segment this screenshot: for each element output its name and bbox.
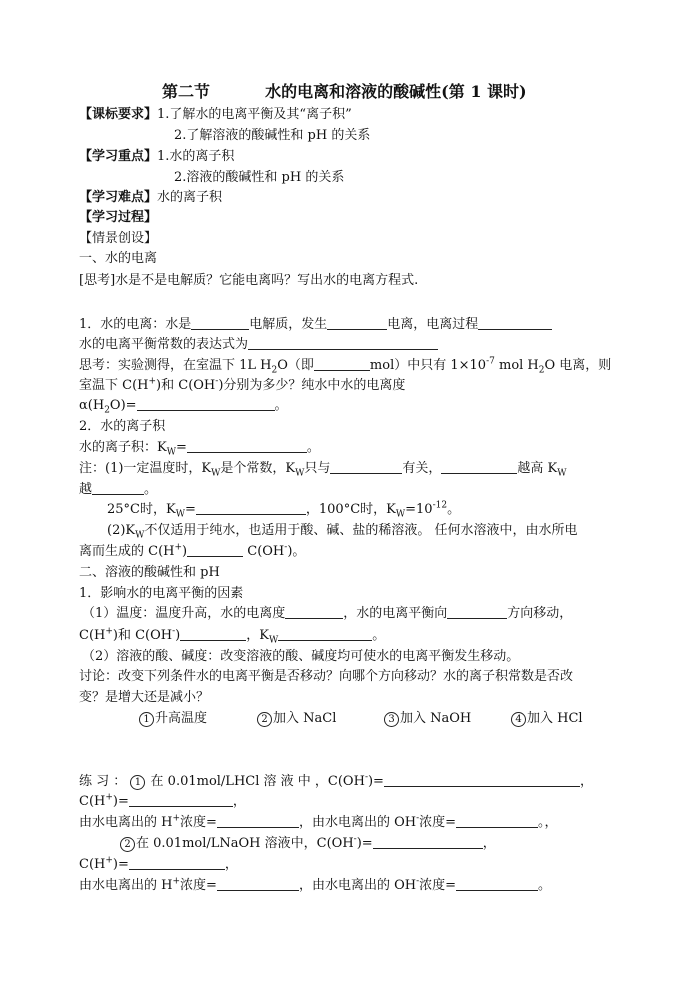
note-2-line: $(2)K_W$不仅适用于纯水，也适用于酸、碱、盐的稀溶液。 任何水溶液中，由水所电: [107, 523, 578, 541]
exercise-line-6: 由水电离出的 H+浓度= ，由水电离出的 OH-浓度= 。: [79, 876, 552, 893]
option-3: 3 加入 NaOH: [384, 710, 471, 728]
circled-number: 2: [257, 712, 272, 727]
page-title: [162, 83, 527, 101]
title-section: 第二节: [162, 82, 211, 101]
scenario-label: 【情景创设】: [79, 231, 158, 246]
circled-number: 3: [384, 712, 399, 727]
ionization-degree-line: $\alpha(H_2O)=$ 。: [79, 398, 288, 416]
blank[interactable]: [456, 877, 538, 891]
temperature-line: （1）温度：温度升高，水的电离度 ，水的电离平衡向 方向移动，: [82, 606, 573, 621]
blank[interactable]: [447, 605, 507, 619]
exercise-line-2: C(H+)= ，: [79, 792, 246, 809]
exercise-line-4: 2 在 0.01mol/LNaOH 溶液中，C(OH-)= ，: [120, 835, 496, 853]
room-temp-line: 室温下 C(H+)和 C(OH-)分别为多少？纯水中水的电离度: [79, 376, 406, 393]
blank[interactable]: [314, 357, 370, 371]
process-label: 【学习过程】: [79, 210, 158, 225]
blank[interactable]: [285, 605, 343, 619]
requirement-item: 1.了解水的电离平衡及其“离子积”: [157, 107, 352, 122]
think-question: [思考]水是不是电解质？它能电离吗？写出水的电离方程式.: [79, 273, 419, 288]
ion-product-line: 水的离子积：$K_W=$ 。: [79, 440, 320, 458]
blank[interactable]: [187, 439, 307, 453]
blank[interactable]: [478, 316, 552, 330]
factors-heading: 1．影响水的电离平衡的因素: [79, 586, 244, 601]
blank[interactable]: [92, 481, 144, 495]
requirements-label: 【课标要求】: [79, 107, 158, 122]
difficulty-label: 【学习难点】: [79, 190, 158, 205]
title-text: 水的电离和溶液的酸碱性(第 1 课时): [265, 82, 527, 101]
blank[interactable]: [217, 877, 299, 891]
keypoints-row-1: [79, 148, 234, 166]
blank[interactable]: [327, 316, 387, 330]
blank[interactable]: [129, 793, 233, 807]
option-1: 1 升高温度: [139, 710, 207, 728]
circled-number: 1: [130, 775, 145, 790]
note-1-line: 注：(1)一定温度时，$K_W$是个常数，$K_W$只与 有关， 越高 $K_W$: [79, 461, 567, 479]
option-2: 2 加入 NaCl: [257, 710, 336, 728]
circled-number: 1: [139, 712, 154, 727]
blank[interactable]: [187, 543, 243, 557]
blank[interactable]: [180, 627, 246, 641]
exercise-line-1: 练 习 ： 1 在 0.01mol/LHCl 溶 液 中 ，C(OH-)= ，: [79, 772, 593, 789]
section-2-heading: 二、溶液的酸碱性和 pH: [79, 565, 220, 580]
option-4: 4 加入 HCl: [511, 710, 583, 728]
blank[interactable]: [456, 814, 538, 828]
keypoint-item: 2.溶液的酸碱性和 pH 的关系: [174, 170, 345, 185]
requirements-row-2: [174, 127, 370, 145]
requirements-row-1: [79, 106, 352, 124]
keypoints-row-2: [174, 169, 344, 187]
blank[interactable]: [217, 814, 299, 828]
blank[interactable]: [384, 773, 580, 787]
water-ionization-line: 1．水的电离：水是 电解质，发生 电离，电离过程: [79, 316, 552, 334]
acidity-line: （2）溶液的酸、碱度：改变溶液的酸、碱度均可使水的电离平衡发生移动。: [82, 649, 520, 664]
circled-number: 4: [511, 712, 526, 727]
difficulty-text: 水的离子积: [157, 190, 223, 205]
exercise-line-3: 由水电离出的 H+浓度= ，由水电离出的 OH-浓度= 。，: [79, 813, 558, 830]
constant-expression-line: 水的电离平衡常数的表达式为: [79, 336, 438, 354]
section-1-heading: 一、水的电离: [79, 251, 158, 266]
ion-product-heading: 2．水的离子积: [79, 419, 166, 434]
blank[interactable]: [129, 856, 225, 870]
keypoint-item: 1.水的离子积: [157, 149, 235, 164]
experiment-line: 思考：实验测得，在室温下 1L $H_2O$（即 mol）中只有 $1\times 10^{-7}$ mol $H_2O$ 电离，则: [79, 356, 612, 376]
blank[interactable]: [278, 627, 372, 641]
keypoints-label: 【学习重点】: [79, 149, 158, 164]
blank[interactable]: [330, 460, 402, 474]
difficulty-row: [79, 189, 222, 207]
discussion-line-1: 讨论：改变下列条件水的电离平衡是否移动？向哪个方向移动？水的离子积常数是否改: [79, 669, 574, 684]
blank[interactable]: [196, 501, 306, 515]
temperature-cont-line: C(H+)和 C(OH-) ，$K_W$ 。: [79, 626, 386, 646]
blank[interactable]: [248, 336, 438, 350]
requirement-item: 2.了解溶液的酸碱性和 pH 的关系: [174, 128, 371, 143]
note-1-cont-line: 越 。: [79, 482, 158, 497]
note-2-cont-line: 离而生成的 C(H+) C(OH-)。: [79, 542, 306, 559]
kw-values-line: 25°C时，$K_W=$ ，100°C时，$K_W=10^{-12}$。: [107, 500, 461, 520]
blank[interactable]: [137, 397, 275, 411]
blank[interactable]: [191, 316, 249, 330]
discussion-line-2: 变？是增大还是减小？: [79, 690, 210, 705]
circled-number: 2: [120, 837, 135, 852]
blank[interactable]: [441, 460, 517, 474]
blank[interactable]: [373, 835, 483, 849]
exercise-line-5: C(H+)= ，: [79, 855, 238, 872]
